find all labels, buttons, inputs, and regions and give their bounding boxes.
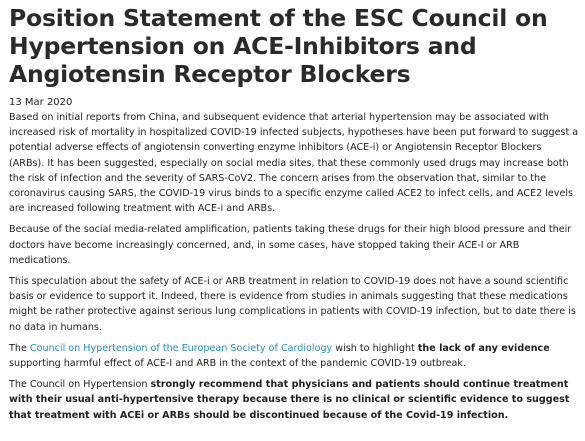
p5-prefix: The Council on Hypertension [9, 379, 151, 391]
paragraph-background: Based on initial reports from China, and subsequent evidence that arterial hypertension may be associated with increased risk of mortality in hospitalized COVID-19 infected subjects, hypotheses have been put forward to suggest a potential adverse effects of angiotensin converting enzyme inhibitors (ACE-i) or Angiotensin Receptor Blockers (ARBs). It has been suggested, especially on social media sites, that these commonly used drugs may increase both the risk of infection and the severity of SARS-CoV2. The concern arises from the observation that, similar to the coronavirus causing SARS, the COVID-19 virus binds to a specific enzyme called ACE2 to infect cells, and ACE2 levels are increased following treatment with ACE-i and ARBs. [9, 112, 579, 215]
paragraph-concern: Because of the social media-related amplification, patients taking these drugs for their high blood pressure and their doctors have become increasingly concerned, and, in some cases, have stopped taking their ACE-I or ARB medications. [9, 224, 572, 266]
publish-date: 13 Mar 2020 [9, 97, 73, 108]
page-title: Position Statement of the ESC Council on Hypertension on ACE-Inhibitors and Angiotensin Receptor Blockers [9, 4, 548, 88]
p5-bold: strongly recommend that physicians and patients should continue treatment with their usual anti-hypertensive therapy because there is no clinical or scientific evidence to suggest that treatment with ACEi or ARBs should be discontinued because of the Covid-19 infection. [9, 379, 570, 421]
p4-middle: wish to highlight [332, 342, 418, 354]
paragraph-speculation: This speculation about the safety of ACE-i or ARB treatment in relation to COVID-19 does not have a sound scientific basis or evidence to support it. Indeed, there is evidence from studies in animals suggesting that these medications might be rather protective against serious lung complications in patients with COVID-19 infection, but to date there is no data in humans. [9, 276, 576, 333]
p4-bold: the lack of any evidence [417, 342, 550, 354]
council-link[interactable]: Council on Hypertension of the European Society of Cardiology [29, 342, 333, 354]
paragraph-council-highlight [9, 341, 579, 371]
article [9, 4, 579, 423]
p4-suffix: supporting harmful effect of ACE-I and ARB in the context of the pandemic COVID-19 outbreak. [9, 358, 466, 370]
p4-prefix: The [9, 342, 30, 354]
paragraph-recommendation [9, 377, 579, 423]
